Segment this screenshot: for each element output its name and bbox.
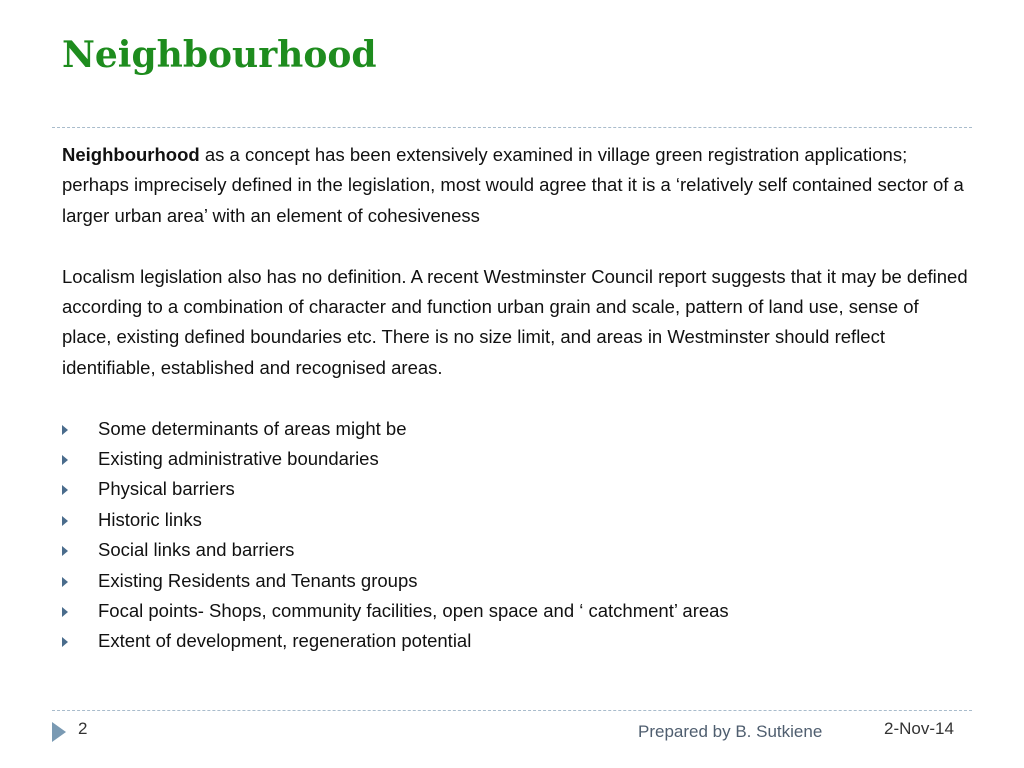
list-item	[62, 535, 972, 565]
bottom-divider	[52, 710, 972, 711]
top-divider	[52, 127, 972, 128]
list-item	[62, 566, 972, 596]
list-item	[62, 474, 972, 504]
paragraph-spacer	[62, 231, 972, 261]
list-item	[62, 414, 972, 444]
triangle-bullet-icon	[62, 546, 68, 556]
list-item-text: Some determinants of areas might be	[98, 417, 407, 439]
prepared-by-label: Prepared by B. Sutkiene	[638, 722, 823, 741]
triangle-bullet-icon	[62, 516, 68, 526]
triangle-bullet-icon	[62, 455, 68, 465]
paragraph-localism: Localism legislation also has no definition. A recent Westminster Council report suggests that it may be defined according to a combination of character and function urban grain and scale, pattern of land use, sense of place, existing defined boundaries etc. There is no size limit, and areas in Westminster should reflect identifiable, established and recognised areas.	[62, 265, 968, 378]
paragraph-neighbourhood	[62, 140, 972, 231]
paragraph-lead-bold: Neighbourhood	[62, 144, 200, 165]
triangle-bullet-icon	[62, 425, 68, 435]
triangle-bullet-icon	[62, 637, 68, 647]
slide-body	[62, 140, 972, 657]
list-item-text: Historic links	[98, 508, 202, 530]
list-item-text: Physical barriers	[98, 478, 235, 500]
paragraph-spacer	[62, 383, 972, 413]
list-item-text: Existing Residents and Tenants groups	[98, 569, 418, 591]
bullet-list	[62, 414, 972, 657]
triangle-bullet-icon	[62, 485, 68, 495]
list-item-text: Extent of development, regeneration potential	[98, 630, 472, 652]
slide-title: Neighbourhood	[62, 34, 377, 76]
paragraph-rest: as a concept has been extensively examined in village green registration applications; perhaps imprecisely defined in the legislation, most would agree that it is a ‘relatively self contained sector of a larger urban area’ with an element of cohesiveness	[62, 144, 964, 226]
list-item-text: Focal points- Shops, community facilities, open space and ‘ catchment’ areas	[98, 599, 729, 621]
list-item-text: Social links and barriers	[98, 539, 295, 561]
triangle-bullet-icon	[62, 607, 68, 617]
list-item	[62, 505, 972, 535]
slide-date: 2-Nov-14	[884, 719, 954, 738]
list-item-text: Existing administrative boundaries	[98, 448, 379, 470]
triangle-bullet-icon	[62, 577, 68, 587]
list-item	[62, 596, 972, 626]
list-item	[62, 444, 972, 474]
footer-triangle-icon	[52, 722, 66, 742]
list-item	[62, 626, 972, 656]
page-number: 2	[78, 719, 88, 738]
